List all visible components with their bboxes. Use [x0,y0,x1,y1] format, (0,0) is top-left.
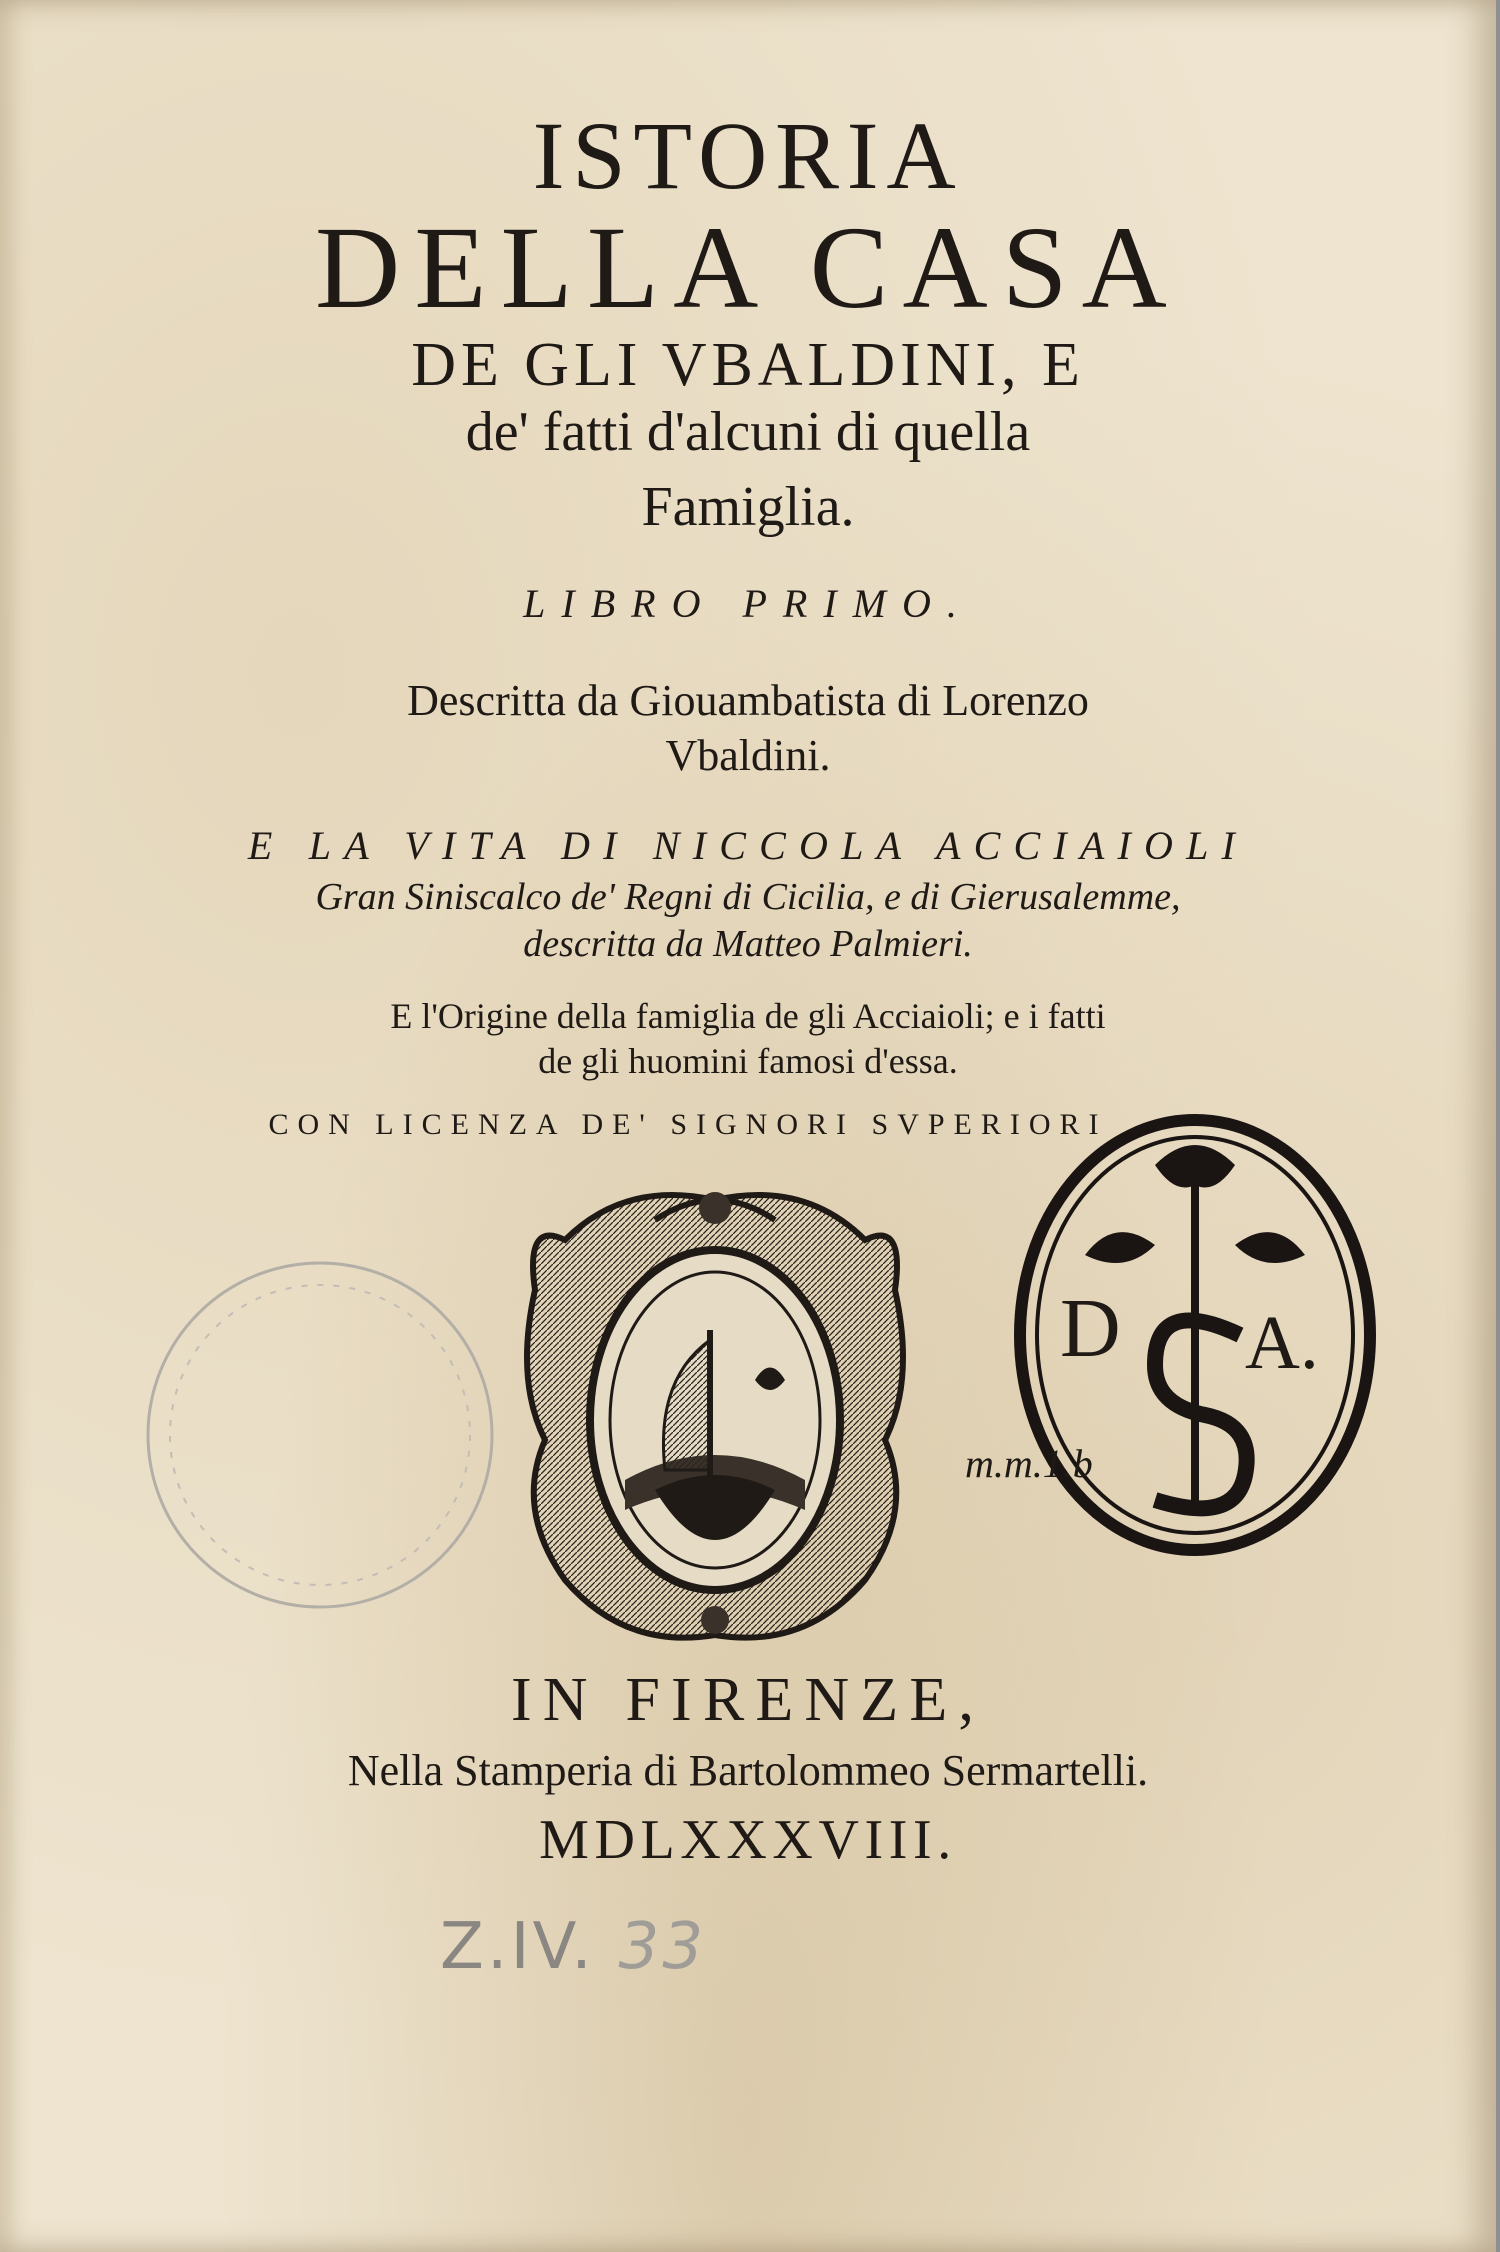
title-line-2: DELLA CASA [314,202,1182,333]
vita-line-3: descritta da Matteo Palmieri. [523,923,973,965]
imprint-year: MDLXXXVIII. [539,1809,957,1871]
stamp-letter-right: A. [1245,1301,1319,1385]
book-heading: LIBRO PRIMO. [523,581,973,626]
imprint-printer: Nella Stamperia di Bartolommeo Sermartelli. [347,1746,1149,1795]
vita-line-2: Gran Siniscalco de' Regni di Cicilia, e di Gierusalemme, [315,876,1181,918]
author-line-1: Descritta da Giouambatista di Lorenzo [407,676,1089,725]
stamp-letter-left: D [1060,1282,1121,1375]
origine-line-1: E l'Origine della famiglia de gli Acciaioli; e i fatti [390,996,1106,1036]
title-line-1: ISTORIA [532,102,964,209]
shelfmark [440,1910,706,1984]
shelfmark-number: 33 [618,1910,707,1984]
vita-line-1: E LA VITA DI NICCOLA ACCIAIOLI [247,823,1249,868]
shelfmark-main: Z.IV. [440,1910,595,1984]
title-line-5: Famiglia. [641,476,855,538]
licenza-line: CON LICENZA DE' SIGNORI SVPERIORI [268,1108,1108,1141]
imprint-city: IN FIRENZE, [510,1666,986,1734]
stamp-handwritten-mark: m.m.1.b [965,1441,1093,1486]
origine-line-2: de gli huomini famosi d'essa. [538,1041,958,1081]
title-line-3: DE GLI VBALDINI, E [411,331,1085,399]
printers-device-emblem [505,1180,925,1650]
title-line-4: de' fatti d'alcuni di quella [465,401,1031,463]
author-line-2: Vbaldini. [665,731,831,780]
faded-library-stamp [140,1255,500,1615]
